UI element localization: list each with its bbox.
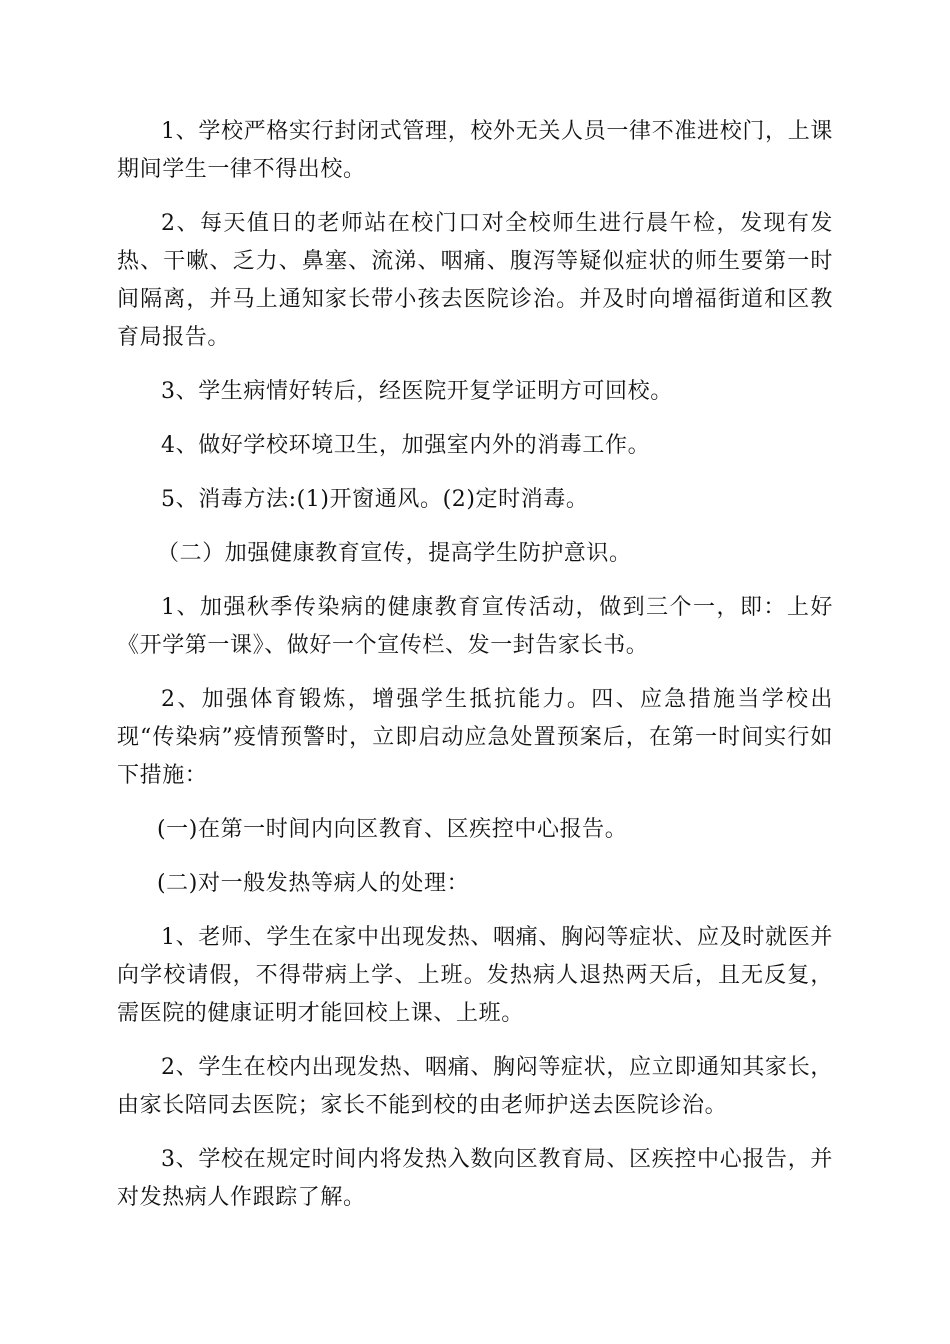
paragraph-disinfection-method: 5、消毒方法:(1)开窗通风。(2)定时消毒。	[161, 487, 589, 512]
paragraph-environment-hygiene: 4、做好学校环境卫生，加强室内外的消毒工作。	[161, 433, 651, 458]
paragraph-emergency-measures: 2、加强体育锻炼，增强学生抵抗能力。四、应急措施当学校出现“传染病”疫情预警时，立即启动应急处置预案后，在第一时间实行如下措施：	[117, 687, 833, 788]
paragraph-closed-management: 1、学校严格实行封闭式管理，校外无关人员一律不准进校门，上课期间学生一律不得出校。	[117, 119, 833, 182]
paragraph-morning-check: 2、每天值日的老师站在校门口对全校师生进行晨午检，发现有发热、干嗽、乏力、鼻塞、流涕、咽痛、腹泻等疑似症状的师生要第一时间隔离，并马上通知家长带小孩去医院诊治。并及时向增福街道和区教育局报告。	[117, 211, 833, 350]
paragraph-return-to-school: 3、学生病情好转后，经医院开复学证明方可回校。	[161, 379, 673, 404]
document-body	[117, 113, 833, 1233]
section-heading-health-education: （二）加强健康教育宣传，提高学生防护意识。	[157, 541, 632, 566]
paragraph-fever-at-school: 2、学生在校内出现发热、咽痛、胸闷等症状，应立即通知其家长，由家长陪同去医院；家长不能到校的由老师护送去医院诊治。	[117, 1055, 833, 1118]
paragraph-fever-at-home: 1、老师、学生在家中出现发热、咽痛、胸闷等症状、应及时就医并向学校请假，不得带病上学、上班。发热病人退热两天后，且无反复，需医院的健康证明才能回校上课、上班。	[117, 925, 833, 1026]
section-heading-fever-handling: (二)对一般发热等病人的处理：	[157, 871, 470, 896]
paragraph-publicity-activities: 1、加强秋季传染病的健康教育宣传活动，做到三个一，即：上好《开学第一课》、做好一个宣传栏、发一封告家长书。	[117, 595, 833, 658]
paragraph-report: (一)在第一时间内向区教育、区疾控中心报告。	[157, 817, 628, 842]
paragraph-fever-reporting: 3、学校在规定时间内将发热入数向区教育局、区疾控中心报告，并对发热病人作跟踪了解。	[117, 1147, 833, 1210]
